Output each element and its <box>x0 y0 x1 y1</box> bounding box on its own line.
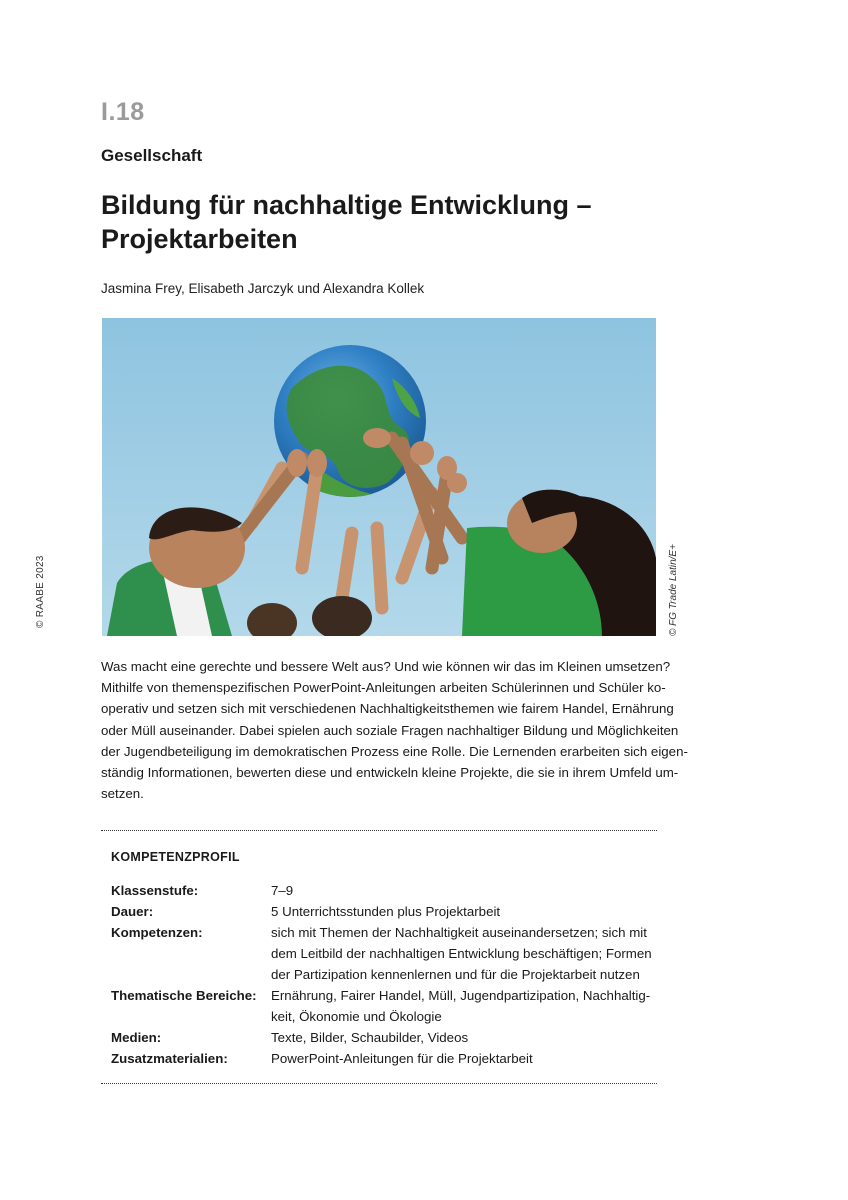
profile-value-line: sich mit Themen der Nachhaltigkeit auseinandersetzen; sich mit <box>271 925 647 940</box>
profile-row <box>111 880 651 901</box>
intro-line: Mithilfe von themenspezifischen PowerPoint-Anleitungen arbeiten Schülerinnen und Schüler ko- <box>101 680 666 696</box>
profile-value <box>271 1027 651 1048</box>
intro-line: operativ und setzen sich mit verschiedenen Nachhaltigkeitsthemen wie fairem Handel, Ernährung <box>101 701 674 717</box>
intro-line: oder Müll auseinander. Dabei spielen auch soziale Fragen nachhaltiger Bildung und Möglichkeiten <box>101 722 679 738</box>
dotted-divider-bottom <box>101 1083 657 1084</box>
profile-label: Kompetenzen: <box>111 925 203 940</box>
profile-row <box>111 1027 651 1048</box>
profile-label: Klassenstufe: <box>111 883 199 898</box>
intro-paragraph <box>101 656 688 804</box>
photo-credit: © FG Trade Latin/E+ <box>668 544 679 636</box>
profile-row <box>111 985 651 1027</box>
chapter-number: I.18 <box>101 98 145 126</box>
profile-heading: KOMPETENZPROFIL <box>111 850 240 864</box>
intro-line: ständig Informationen, bewerten diese und entwickeln kleine Projekte, die sie in ihrem Umfeld um- <box>101 765 679 781</box>
profile-row <box>111 901 651 922</box>
authors: Jasmina Frey, Elisabeth Jarczyk und Alexandra Kollek <box>101 281 425 296</box>
profile-value-line: PowerPoint-Anleitungen für die Projektarbeit <box>271 1051 533 1066</box>
profile-value <box>271 922 652 985</box>
profile-value-line: 7–9 <box>271 883 294 898</box>
profile-value-line: Texte, Bilder, Schaubilder, Videos <box>271 1030 469 1045</box>
intro-line: setzen. <box>101 786 144 802</box>
profile-value <box>271 985 651 1027</box>
title-line-1: Bildung für nachhaltige Entwicklung – <box>101 190 592 220</box>
dotted-divider-top <box>101 830 657 831</box>
profile-value-line: Ernährung, Fairer Handel, Müll, Jugendpartizipation, Nachhaltig- <box>271 988 651 1003</box>
profile-label: Zusatzmaterialien: <box>111 1051 228 1066</box>
profile-label: Medien: <box>111 1030 162 1045</box>
profile-value <box>271 901 651 922</box>
profile-value-line: dem Leitbild der nachhaltigen Entwicklung beschäftigen; Formen <box>271 946 652 961</box>
competence-profile <box>111 880 651 1069</box>
intro-line: der Jugendbeteiligung im demokratischen Prozess eine Rolle. Die Lernenden erarbeiten sich eigen- <box>101 743 688 759</box>
profile-label: Thematische Bereiche: <box>111 988 257 1003</box>
profile-row <box>111 1048 651 1069</box>
title-line-2: Projektarbeiten <box>101 224 298 254</box>
profile-value <box>271 1048 651 1069</box>
profile-value-line: der Partizipation kennenlernen und für die Projektarbeit nutzen <box>271 967 640 982</box>
cover-photo <box>102 318 656 636</box>
profile-label: Dauer: <box>111 904 154 919</box>
page-title <box>101 188 661 256</box>
profile-value-line: keit, Ökonomie und Ökologie <box>271 1009 442 1024</box>
copyright-notice: © RAABE 2023 <box>35 555 46 628</box>
profile-value <box>271 880 651 901</box>
profile-value-line: 5 Unterrichtsstunden plus Projektarbeit <box>271 904 501 919</box>
category-label: Gesellschaft <box>101 146 203 165</box>
intro-line: Was macht eine gerechte und bessere Welt aus? Und wie können wir das im Kleinen umsetzen? <box>101 659 671 674</box>
profile-row <box>111 922 651 985</box>
